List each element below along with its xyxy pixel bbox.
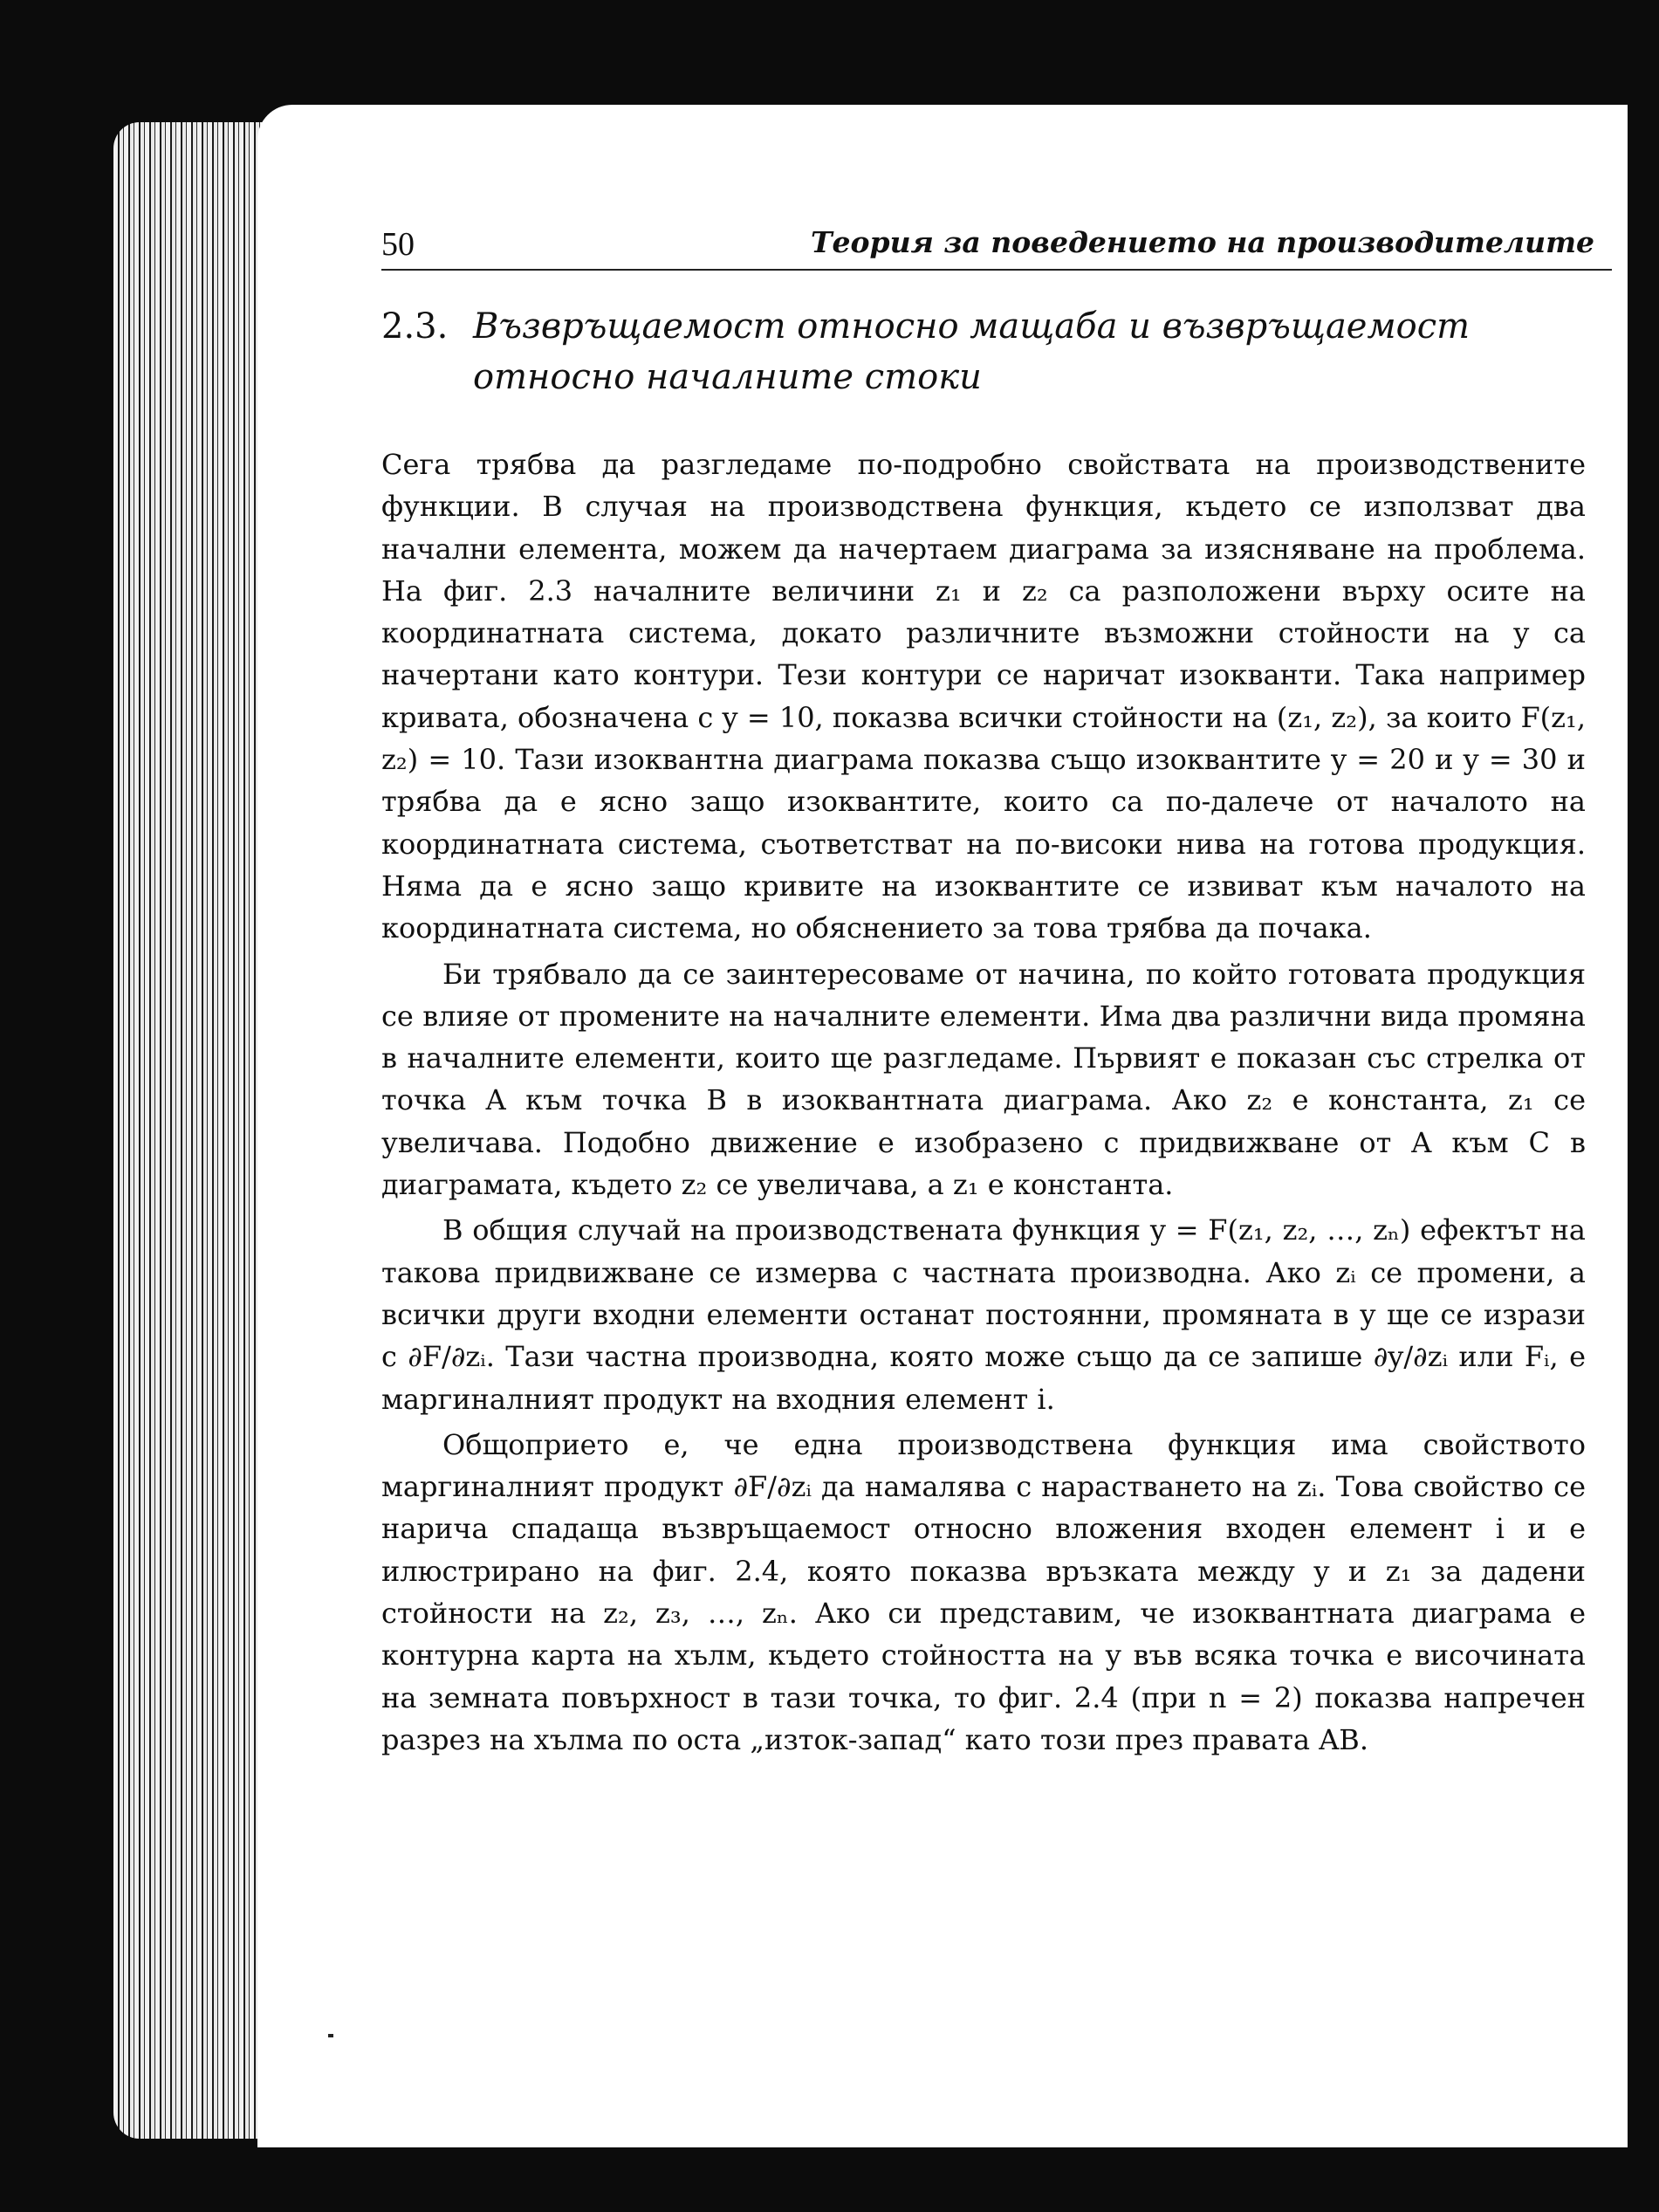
paragraph-1: Сега трябва да разгледаме по-подробно свойствата на производствените функции. В случая на производствена функция, където се използват два начални елемента, можем да начертаем диаграма за изясняване на проблема. На фиг. 2.3 началните величини z₁ и z₂ са разположени върху осите на координатната система, докато различните възможни стойности на y са начертани като контури. Тези контури се наричат изокванти. Така например кривата, обозначена с y = 10, показва всички стойности на (z₁, z₂), за които F(z₁, z₂) = 10. Тази изоквантна диаграма показва също изоквантите y = 20 и y = 30 и трябва да е ясно защо изоквантите, които са по-далече от началото на координатната система, съответстват на по-високи нива на готова продукция. Няма да е ясно защо кривите на изоквантите се извиват към началото на координатната система, но обяснението за това трябва да почака. [381,448,1586,945]
section-number: 2.3. [381,306,449,347]
paragraph-2: Би трябвало да се заинтересоваме от начина, по който готовата продукция се влияе от промените на началните елементи. Има два различни вида промяна в началните елементи, които ще разгледаме. Първият е показан със стрелка от точка A към точка B в изоквантната диаграма. Ако z₂ е константа, z₁ се увеличава. Подобно движение е изобразено с придвижване от A към C в диаграмата, където z₂ се увеличава, а z₁ е константа. [381,957,1586,1202]
scan-bottom-shadow [140,2156,1659,2212]
section-title-line-1: Възвръщаемост относно мащаба и възвръщаемост [473,306,1470,347]
book-page-edges [113,122,266,2139]
section-title-line-2: относно началните стоки [473,357,982,397]
running-head: Теория за поведението на производителите [810,225,1594,259]
page-header [381,225,1612,271]
page-number: 50 [381,226,415,263]
paragraph-4: Общоприето е, че една производствена функция има свойството маргиналният продукт ∂F/∂zᵢ да намалява с нарастването на zᵢ. Това свойство се нарича спадаща възвръщаемост относно вложения входен елемент i и е илюстрирано на фиг. 2.4, която показва връзката между y и z₁ за дадени стойности на z₂, z₃, …, zₙ. Ако си представим, че изоквантната диаграма е контурна карта на хълм, където стойността на y във всяка точка е височината на земната повърхност в тази точка, то фиг. 2.4 (при n = 2) показва напречен разрез на хълма по оста „изток-запад“ като този през правата AB. [381,1427,1586,1756]
paragraph-3: В общия случай на производствената функция y = F(z₁, z₂, …, zₙ) ефектът на такова придвижване се измерва с частната производна. Ако zᵢ се промени, а всички други входни елементи останат постоянни, промяната в y ще се изрази с ∂F/∂zᵢ. Тази частна производна, която може също да се запише ∂y/∂zᵢ или Fᵢ, е маргиналният продукт на входния елемент i. [381,1213,1586,1416]
body-text [381,443,1586,1764]
margin-mark [328,2034,333,2037]
section-heading [381,301,1603,402]
